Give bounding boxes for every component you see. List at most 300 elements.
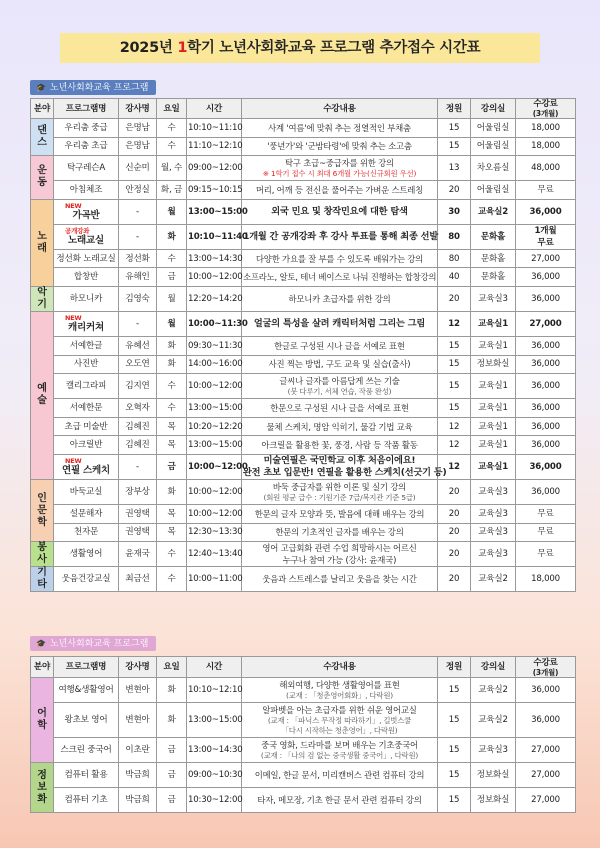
table-row [31, 479, 576, 504]
description-text: 한문의 기초적인 글자를 배우는 강의 [275, 527, 404, 538]
fee-cell [516, 703, 576, 738]
fee-cell [516, 249, 576, 268]
column-header-text: 프로그램명 [65, 662, 107, 672]
cap-cell [438, 355, 471, 374]
inst-cell [119, 523, 157, 542]
desc-cell [242, 249, 438, 268]
time-cell [187, 311, 248, 336]
section-label-2: 🎓 노년사회화교육 프로그램 [30, 636, 156, 651]
room-text: 교육실1 [478, 381, 508, 392]
day-cell [157, 249, 187, 268]
fee-cell [516, 137, 576, 156]
inst-cell [119, 436, 157, 455]
fee-text: 36,000 [531, 402, 560, 413]
room-text: 교육실3 [478, 549, 508, 560]
room-cell [471, 763, 516, 788]
column-header-text: 수강내용 [323, 103, 356, 114]
day-cell [157, 286, 187, 311]
column-header [187, 657, 242, 678]
cap-cell [438, 542, 471, 567]
time-cell [187, 268, 242, 287]
cap-cell [438, 703, 471, 738]
room-cell [471, 249, 516, 268]
table-row [31, 374, 576, 399]
inst-text: 김혜진 [125, 440, 150, 451]
prog-cell [54, 224, 119, 249]
room-cell [471, 454, 516, 479]
program-name: 우리춤 초급 [64, 141, 108, 152]
prog-cell [54, 567, 119, 592]
day-text: 화 [167, 340, 176, 351]
cap-cell [438, 286, 471, 311]
cap-cell [438, 738, 471, 763]
category-cell: 노래 [31, 199, 54, 286]
time-text: 10:00~12:00 [188, 272, 243, 283]
column-header [54, 99, 119, 119]
room-text: 교육실1 [478, 340, 508, 351]
time-text: 11:10~12:10 [188, 141, 243, 152]
inst-text: 오혁자 [125, 402, 150, 413]
fee-text: 36,000 [529, 206, 562, 217]
day-cell [157, 567, 187, 592]
fee-cell [516, 286, 576, 311]
category-cell: 운동 [31, 156, 54, 200]
time-text: 10:00~11:30 [188, 318, 248, 329]
inst-cell [119, 504, 157, 523]
cap-cell [438, 504, 471, 523]
time-cell [187, 224, 248, 249]
fee-cell [516, 504, 576, 523]
inst-text: 이초란 [125, 745, 150, 755]
column-header-text: 강사명 [125, 662, 150, 672]
inst-cell [119, 224, 157, 249]
table-row [31, 678, 576, 703]
time-text: 13:00~15:00 [188, 440, 243, 451]
cap-text: 20 [448, 293, 460, 304]
day-cell [157, 355, 187, 374]
cap-text: 12 [448, 421, 460, 432]
column-header-text: 정원 [445, 662, 463, 672]
day-cell [157, 436, 187, 455]
program-name: 웃음건강교실 [61, 574, 111, 585]
room-cell [471, 436, 516, 455]
time-text: 12:40~13:40 [188, 549, 243, 560]
prog-cell [54, 355, 119, 374]
desc-cell [242, 374, 438, 399]
prog-cell [54, 542, 119, 567]
fee-cell [516, 374, 576, 399]
category-cell: 봉사 [31, 542, 54, 567]
cap-cell [438, 399, 471, 418]
room-text: 정보화실 [476, 770, 510, 780]
day-text: 월 [167, 318, 176, 329]
program-name: 캘리그라피 [65, 381, 107, 392]
program-name: 설문해자 [69, 508, 103, 519]
desc-cell [242, 224, 438, 249]
cap-text: 12 [448, 440, 460, 451]
time-cell [187, 181, 242, 200]
senior-icon: 🎓 [36, 83, 46, 92]
room-cell [471, 137, 516, 156]
inst-cell [119, 137, 157, 156]
time-text: 09:00~12:00 [188, 163, 243, 174]
table-row [31, 249, 576, 268]
room-cell [471, 542, 516, 567]
inst-text: 윤재국 [125, 549, 150, 560]
description-text: 웃음과 스트레스를 날리고 웃음을 찾는 시간 [262, 574, 417, 585]
room-text: 문화홀 [480, 231, 506, 242]
time-cell [187, 542, 242, 567]
fee-text: 36,000 [531, 440, 560, 451]
inst-text: 변현아 [125, 715, 150, 725]
inst-cell [119, 542, 157, 567]
time-text: 12:30~13:30 [188, 527, 243, 538]
inst-cell [119, 567, 157, 592]
prog-cell [54, 479, 119, 504]
fee-cell [516, 542, 576, 567]
program-name: 서예한글 [69, 340, 103, 351]
inst-cell [119, 199, 157, 224]
cap-cell [438, 199, 471, 224]
page-title: 2025년 1학기 노년사회화교육 프로그램 추가접수 시간표 [60, 33, 540, 63]
day-cell [157, 417, 187, 436]
desc-cell [242, 738, 438, 763]
fee-cell [516, 181, 576, 200]
prog-cell [54, 703, 119, 738]
room-cell [471, 181, 516, 200]
prog-cell [54, 523, 119, 542]
fee-text: 18,000 [531, 574, 560, 585]
desc-cell [242, 454, 447, 479]
cap-cell [438, 567, 471, 592]
room-text: 정보화실 [476, 359, 510, 370]
column-header-text: 분야 [33, 662, 51, 672]
table-row [31, 763, 576, 788]
fee-text: 27,000 [531, 253, 560, 264]
room-text: 교육실3 [478, 527, 508, 538]
day-text: 수 [167, 402, 176, 413]
fee-text: 48,000 [531, 163, 560, 174]
cap-cell [438, 436, 471, 455]
time-text: 10:10~11:40 [188, 231, 248, 242]
fee-text: 36,000 [531, 715, 560, 725]
day-cell [157, 311, 187, 336]
senior-icon: 🎓 [36, 639, 46, 648]
column-header [516, 99, 576, 119]
inst-cell [119, 119, 157, 138]
fee-text: 36,000 [531, 486, 560, 497]
description-text: 1개월 간 공개강좌 후 강사 투표를 통해 최종 선발 [243, 230, 439, 242]
column-header-text: 요일 [163, 103, 180, 114]
table-row [31, 224, 576, 249]
room-text: 교육실2 [478, 574, 508, 585]
program-name: 여행&생활영어 [58, 685, 114, 695]
cap-text: 20 [448, 574, 460, 585]
fee-cell [516, 763, 576, 788]
new-badge: 공개강좌 [65, 226, 90, 235]
inst-text: 장부상 [125, 486, 150, 497]
desc-cell [242, 436, 438, 455]
prog-cell [54, 504, 119, 523]
time-cell [187, 523, 242, 542]
program-name: 생활영어 [69, 549, 103, 560]
time-text: 10:00~11:00 [188, 574, 243, 585]
schedule-table-1 [30, 98, 576, 592]
room-cell [471, 479, 516, 504]
description-text: 사계 '여름'에 맞춰 추는 정열적인 부채춤 [268, 122, 411, 133]
cap-cell [438, 374, 471, 399]
room-text: 문화홀 [480, 253, 506, 264]
room-cell [471, 199, 516, 224]
day-text: 수 [167, 574, 176, 585]
time-text: 10:10~11:10 [188, 122, 243, 133]
schedule-table-2 [30, 656, 576, 813]
day-text: 수 [167, 122, 176, 133]
fee-cell [516, 355, 576, 374]
table-row [31, 311, 576, 336]
prog-cell [54, 399, 119, 418]
day-cell [157, 199, 187, 224]
inst-text: 유혜선 [125, 340, 150, 351]
prog-cell [54, 199, 119, 224]
description-text-2: 완전 초보 입문반! 연필을 활용한 스케치(선긋기 등) [243, 466, 447, 478]
cap-cell [438, 479, 471, 504]
time-cell [187, 678, 242, 703]
inst-text: 신순미 [125, 163, 150, 174]
room-cell [471, 355, 516, 374]
program-name: 왕초보 영어 [64, 715, 108, 725]
new-badge: NEW [65, 313, 82, 322]
time-cell [187, 199, 248, 224]
room-text: 교육실1 [478, 421, 508, 432]
cap-cell [438, 268, 471, 287]
room-text: 교육실1 [478, 402, 508, 413]
desc-cell [242, 542, 438, 567]
description-text: 타자, 메모장, 기초 한글 문서 관련 컴퓨터 강의 [257, 795, 422, 805]
new-badge: NEW [65, 201, 82, 210]
time-cell [187, 156, 242, 181]
desc-cell [242, 268, 438, 287]
prog-cell [54, 738, 119, 763]
column-header [438, 657, 471, 678]
program-name: 컴퓨터 활용 [64, 770, 108, 780]
cap-cell [438, 224, 471, 249]
cap-cell [438, 788, 471, 813]
table-row [31, 137, 576, 156]
header-row [31, 99, 576, 119]
day-text: 목 [167, 421, 176, 432]
description-text: 아크릴을 활용한 꽃, 풍경, 사람 등 작품 활동 [261, 440, 418, 451]
description-text: 사진 찍는 방법, 구도 교육 및 실습(출사) [268, 359, 411, 370]
room-text: 교육실1 [477, 318, 509, 329]
fee-text: 36,000 [531, 685, 560, 695]
inst-text: 박금희 [125, 795, 150, 805]
day-cell [157, 268, 187, 287]
time-text: 13:00~15:00 [188, 206, 248, 217]
time-cell [187, 336, 242, 355]
cap-text: 15 [448, 122, 460, 133]
prog-cell [54, 436, 119, 455]
description-text: 중국 영화, 드라마를 보며 배우는 기초중국어 [261, 740, 418, 750]
fee-text: 27,000 [531, 795, 560, 805]
inst-text: 정선화 [125, 253, 150, 264]
fee-text: 36,000 [531, 381, 560, 392]
category-cell: 예술 [31, 311, 54, 479]
inst-cell [119, 763, 157, 788]
inst-text: - [136, 461, 139, 472]
desc-cell [242, 678, 438, 703]
day-cell [157, 504, 187, 523]
cap-text: 15 [448, 359, 460, 370]
time-cell [187, 374, 242, 399]
fee-cell [516, 119, 576, 138]
room-text: 교육실3 [478, 293, 508, 304]
desc-cell [242, 504, 438, 523]
inst-cell [119, 374, 157, 399]
fee-cell [516, 336, 576, 355]
time-cell [187, 703, 242, 738]
description-text: '풍년가'와 '군밤타령'에 맞춰 추는 소고춤 [267, 141, 412, 152]
inst-cell [119, 479, 157, 504]
prog-cell [54, 763, 119, 788]
fee-text: 27,000 [531, 745, 560, 755]
time-cell [187, 399, 242, 418]
prog-cell [54, 156, 119, 181]
time-cell [187, 436, 242, 455]
program-name: 초급 미술반 [64, 421, 108, 432]
column-header-text: 수강내용 [323, 662, 356, 672]
inst-cell [119, 703, 157, 738]
fee-cell [516, 567, 576, 592]
fee-text: 36,000 [531, 340, 560, 351]
table-row [31, 454, 576, 479]
time-text: 10:00~12:00 [188, 461, 248, 472]
table-row [31, 738, 576, 763]
day-text: 수 [167, 253, 176, 264]
program-name: 컴퓨터 기초 [64, 795, 108, 805]
table-row [31, 504, 576, 523]
prog-cell [54, 454, 119, 479]
column-header-text: 강의실 [480, 103, 506, 114]
cap-text: 12 [448, 461, 460, 472]
desc-cell [242, 399, 438, 418]
description-note: (붓 다루기, 서체 연습, 작품 완성) [287, 387, 392, 397]
fee-text: 36,000 [531, 272, 560, 283]
inst-text: 최금선 [125, 574, 150, 585]
cap-text: 30 [448, 206, 460, 217]
time-cell [187, 567, 242, 592]
day-text: 월 [167, 206, 176, 217]
program-name: 캐리커쳐 [68, 321, 104, 333]
day-cell [157, 454, 187, 479]
description-note: (교재 : 「나의 검 없는 중국생활 중국어」, 다락원) [260, 751, 419, 760]
inst-text: 은명남 [125, 122, 150, 133]
time-text: 09:00~10:30 [188, 770, 243, 780]
cap-text: 40 [448, 272, 460, 283]
cap-cell [438, 311, 471, 336]
day-cell [157, 156, 187, 181]
room-text: 어울림실 [476, 122, 510, 133]
prog-cell [54, 181, 119, 200]
prog-cell [54, 417, 119, 436]
cap-text: 15 [448, 745, 460, 755]
table-row [31, 286, 576, 311]
day-cell [157, 523, 187, 542]
column-header [471, 99, 516, 119]
time-cell [187, 788, 242, 813]
description-note: (회원 평균 급수 : 기원기준 7급/복지관 기준 5급) [263, 492, 416, 502]
category-cell: 정보화 [31, 763, 54, 813]
room-text: 교육실1 [478, 440, 508, 451]
fee-text: 27,000 [531, 770, 560, 780]
program-name: 사진반 [73, 359, 99, 370]
inst-text: 권영택 [125, 527, 150, 538]
day-text: 금 [167, 795, 176, 805]
fee-cell [516, 523, 576, 542]
program-name: 서예한문 [69, 402, 103, 413]
table-row [31, 417, 576, 436]
prog-cell [54, 788, 119, 813]
desc-cell [242, 703, 438, 738]
inst-text: 김지연 [125, 381, 150, 392]
desc-cell [242, 479, 438, 504]
day-cell [157, 703, 187, 738]
room-text: 교육실2 [478, 685, 508, 695]
time-text: 12:20~14:20 [188, 293, 243, 304]
cap-cell [438, 137, 471, 156]
room-text: 교육실3 [478, 486, 508, 497]
day-text: 수 [167, 549, 176, 560]
table-row [31, 199, 576, 224]
table-row [31, 119, 576, 138]
table-row [31, 268, 576, 287]
room-text: 정보화실 [476, 795, 510, 805]
room-cell [471, 678, 516, 703]
inst-cell [119, 336, 157, 355]
fee-text: 무료 [537, 549, 554, 560]
room-text: 어울림실 [476, 184, 510, 195]
column-header-text: 요일 [163, 662, 180, 672]
room-cell [471, 224, 516, 249]
inst-text: 권영택 [125, 508, 150, 519]
table-row [31, 567, 576, 592]
table-row [31, 542, 576, 567]
cap-text: 15 [448, 141, 460, 152]
time-cell [187, 479, 242, 504]
day-cell [157, 399, 187, 418]
inst-text: 은명남 [125, 141, 150, 152]
room-cell [471, 703, 516, 738]
room-cell [471, 504, 516, 523]
day-cell [157, 542, 187, 567]
fee-cell [516, 479, 576, 504]
room-text: 교육실2 [478, 715, 508, 725]
fee-text-2: 무료 [537, 237, 554, 248]
inst-text: 유해인 [125, 272, 150, 283]
fee-text: 36,000 [531, 293, 560, 304]
prog-cell [54, 336, 119, 355]
desc-cell [242, 763, 438, 788]
column-header-text: 정원 [445, 103, 463, 114]
prog-cell [54, 678, 119, 703]
day-cell [157, 738, 187, 763]
program-name: 연필 스케치 [62, 464, 110, 476]
prog-cell [54, 311, 119, 336]
category-cell: 댄스 [31, 119, 54, 156]
day-text: 월 [167, 293, 176, 304]
time-cell [187, 119, 242, 138]
time-text: 13:00~15:00 [188, 402, 243, 413]
